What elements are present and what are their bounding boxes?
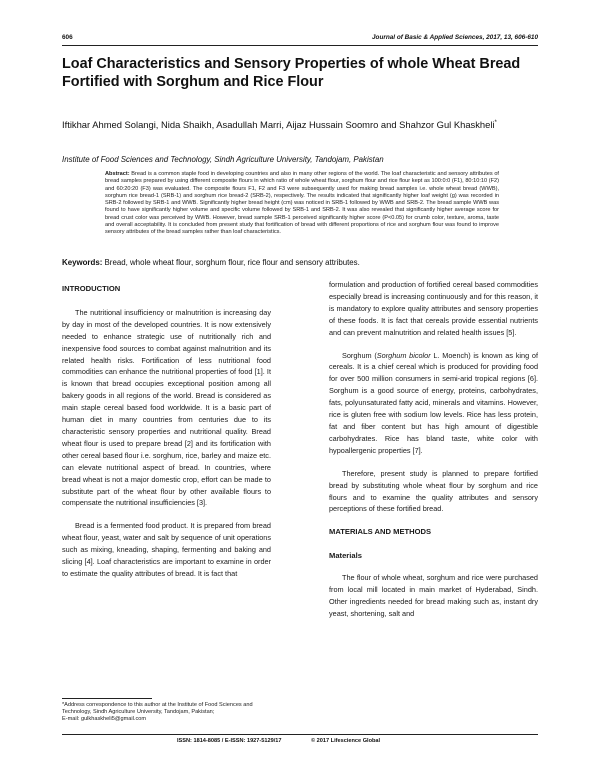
sorghum-lead: Sorghum (	[342, 350, 377, 360]
footnote-email: E-mail: gulkhaskheli5@gmail.com	[62, 716, 147, 723]
paper-title: Loaf Characteristics and Sensory Properties of whole Wheat Bread Fortified with Sorghum and Rice Flour	[62, 56, 521, 90]
abstract	[105, 171, 499, 249]
footnote	[62, 702, 271, 724]
author-names: Iftikhar Ahmed Solangi, Nida Shaikh, Asadullah Marri, Aijaz Hussain Soomro and Shahzor Gul Khaskheli	[62, 119, 495, 131]
issn: ISSN: 1814-8085 / E-ISSN: 1927-5129/17	[177, 738, 282, 744]
copyright: © 2017 Lifescience Global	[311, 738, 381, 744]
footnote-divider	[62, 698, 152, 699]
intro-paragraph-2: Bread is a fermented food product. It is prepared from bread wheat flour, yeast, water and salt by sequence of unit operations such as mixing, kneading, shaping, fermenting and baking and slicing [4]. Loaf characteristics are important to examine in order to estimate the quality attributes of bread. It is fact that	[62, 521, 271, 578]
intro-paragraph-2-continued: formulation and production of fortified cereal based commodities especially bread is increasing continuously and for this reason, it is mandatory to explore quality attributes and sensory properties of these foods. It is fact that cereals provide essential nutrients and can prevent malnutrition and related health issues [5].	[329, 280, 538, 337]
intro-paragraph-1: The nutritional insufficiency or malnutrition is increasing day by day in most of the developed countries. It is now extensively needed to enhance strategic use of nutritionally rich and inexpensive food sources to combat against malnutrition and its related health risks. Fortification of less nutritional food commodities can enhance the nutritional properties of food [1]. It is known that bread occupies exceptional position among all bakery goods in all regions of the world. Bread is considered as main staple cereal based food worldwide. It is a basic part of human diet in many countries from centuries due to its characteristic sensory properties and nutritional quality. Bread wheat flour is used to prepare bread [2] and its fortification with other cereal based flour i.e. sorghum, rice, barley and maize etc. can elevate nutritional aspect of bread. In countries, where bread wheat is not a major domestic crop, effort can be made to substitute part of the wheat flour by other available flours to compensate the nutritional insufficiencies [3].	[62, 307, 271, 508]
footnote-address: *Address correspondence to this author at the Institute of Food Sciences and Technology, Sindh Agriculture University, Tandojam, Pakistan;	[62, 702, 253, 716]
intro-paragraph-4: Therefore, present study is planned to prepare fortified bread by substituting whole wheat flour by sorghum and rice flours and to examine the quality attributes and sensory perceptions of these fortified bread.	[329, 468, 538, 514]
right-column	[329, 279, 538, 725]
header-divider	[62, 45, 538, 46]
corresponding-author-mark: *	[494, 120, 497, 126]
materials-subheading: Materials	[329, 551, 362, 561]
methods-heading: MATERIALS AND METHODS	[329, 527, 432, 537]
keywords-label: Keywords:	[62, 258, 103, 267]
abstract-text: Bread is a common staple food in developing countries and also in many other regions of the world. The loaf characteristic and sensory attributes of bread samples prepared by using different composite flours in which ratio of whole wheat flour, sorghum flour and rice flour kept as 100:0:0 (F1), 80:10:10 (F2) and 60:20:20 (F3) was evaluated. The composite flours F1, F2 and F3 were subsequently used for making bread samples i.e. whole wheat bread (WWB), sorghum rice bread-1 (SRB-1) and sorghum rice bread-2 (SRB-2), respectively. The results indicated that significantly higher loaf weight (g) was recorded in SRB-2 followed by SRB-1 and WWB. Significantly higher bread height (cm) was noticed in SRB-1 followed by WWB and SRB-2. The bread sample WWB was found to have significantly higher volume and specific volume followed by SRB-1 and SRB-2. It was also revealed that significantly higher average score for bread crust color was perceived by WWB. However, bread sample SRB-1 perceived significantly higher score (P<0.05) for crumb color, texture, aroma, taste and overall acceptability. It is concluded from present study that fortification of bread with different proportions of rice and sorghum flour was found to improve sensory attributes of the bread samples rather than loaf characteristics.	[105, 171, 499, 236]
sorghum-text: L. Moench) is known as king of cereals. It is a chief cereal which is produced for providing food for over 500 million consumers in semi-arid tropical regions [6]. Sorghum is a good source of energy, proteins, carbohydrates, fats, polyunsaturated fatty acid, minerals and vitamins. However, rice is gluten free with sodium low levels. Rice has less protein, fat and fiber content but has high amount of digestible carbohydrates. Rice has bland taste, white color with hypoallergenic properties [7].	[329, 350, 538, 455]
journal-citation: Journal of Basic & Applied Sciences, 2017, 13, 606-610	[372, 34, 538, 41]
author-list	[62, 117, 532, 132]
footer-divider	[62, 734, 538, 735]
left-column	[62, 279, 271, 695]
sorghum-species-name: Sorghum bicolor	[376, 350, 431, 360]
intro-paragraph-3	[329, 350, 538, 457]
affiliation: Institute of Food Sciences and Technology, Sindh Agriculture University, Tandojam, Pakistan	[62, 155, 384, 164]
keywords	[62, 258, 538, 267]
page-number: 606	[62, 34, 73, 41]
materials-paragraph: The flour of whole wheat, sorghum and rice were purchased from local mill located in main market of Hyderabad, Sindh. Other ingredients needed for bread making such as, instant dry yeast, shortening, salt and	[329, 573, 538, 618]
keywords-text: Bread, whole wheat flour, sorghum flour, rice flour and sensory attributes.	[104, 258, 360, 267]
abstract-label: Abstract:	[105, 171, 130, 177]
introduction-heading: INTRODUCTION	[62, 284, 121, 293]
